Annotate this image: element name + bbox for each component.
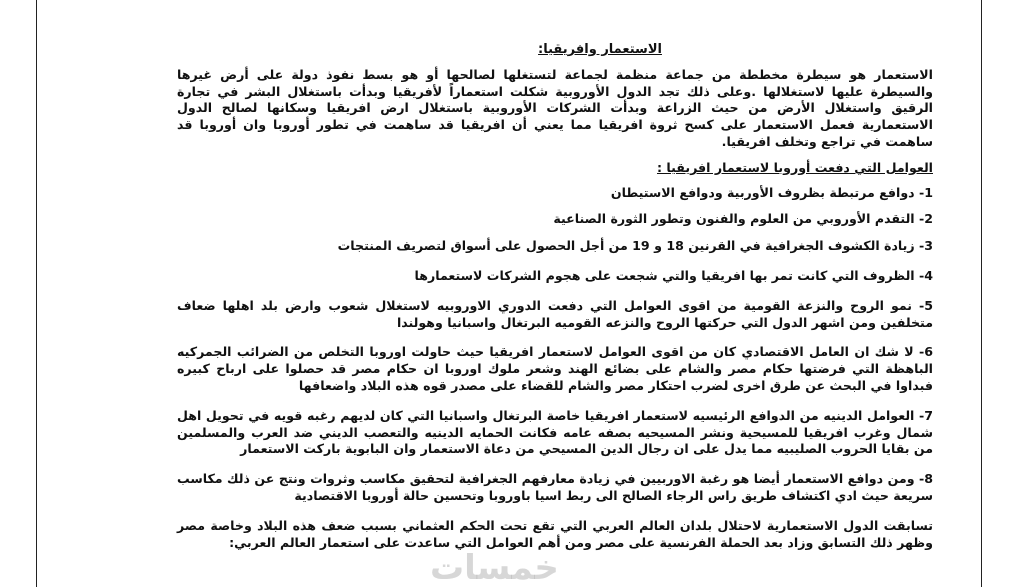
factor-item: 1- دوافع مرتبطة بظروف الأوربية ودوافع الاستيطان <box>610 184 933 200</box>
document-content <box>177 42 933 560</box>
intro-paragraph: الاستعمار هو سيطرة مخططة من جماعة منظمة لجماعة لتستغلها لصالحها أو هو بسط نفوذ دولة على أرض غيرها والسيطرة عليها لاستغلالها .وعلى ذلك تجد الدول الأوروبية شكلت استعماراً لأفريقيا وبدأت باستغلال البشر في تجارة الرقيق واستغلال الأرض من حيث الزراعة وبدأت الشركات الأوروبية باستغلال ارض افريقيا وسكانها لصالح الدول الاستعمارية فعمل الاستعمار على كسح ثروة افريقيا مما يعني أن افريقيا قد ساهمت في تطور أوروبا وان أوروبا قد ساهمت في تراجع وتخلف افريقيا. <box>177 66 933 149</box>
factor-item: 2- التقدم الأوروبي من العلوم والفنون وتطور الثورة الصناعية <box>553 211 933 227</box>
watermark-logo: خمسات <box>430 548 559 588</box>
factor-item: 8- ومن دوافع الاستعمار أيضا هو رغبة الاوربيين في زيادة معارفهم الجغرافية لتحقيق مكاسب وثروات ونتج عن ذلك مكاسب سريعة حيث ادي اكتشاف طريق راس الرجاء الصالح الى ربط اسيا باوروبا وتحسين حالة أوروبا الاقتصادية <box>177 471 933 503</box>
factor-item: 7- العوامل الدينيه من الدوافع الرئيسيه لاستعمار افريقيا خاصة البرتغال واسبانيا التي كان لديهم رغبه قويه في تحويل اهل شمال وغرب افريقيا للمسيحية ونشر المسيحيه بصفه عامه فكانت الحمايه الدينيه والتعصب الديني ضد العرب والمسلمين من بقايا الحروب الصليبيه مما يدل على ان رجال الدين المسيحي من دعاة الاستعمار وان البابوية باركت الاستعمار <box>177 407 933 457</box>
closing-paragraph: تسابقت الدول الاستعمارية لاحتلال بلدان العالم العربي التي تقع تحت الحكم العثماني بسبب ضعف هذه البلاد وخاصة مصر وظهر ذلك التسابق وزاد بعد الحملة الفرنسية على مصر ومن أهم العوامل التي ساعدت على استعمار العالم العربي: <box>177 517 933 550</box>
factor-item: 5- نمو الروح والنزعة القومية من اقوى العوامل التي دفعت الدوري الاوروبيه لاستغلال شعوب وارض بلد اهلها ضعاف متخلفين ومن اشهر الدول التي حركتها الروح والنزعه القوميه البرتغال واسبانيا وهولندا <box>177 297 933 330</box>
factors-heading: العوامل التي دفعت أوروبا لاستعمار افريقيا : <box>657 159 933 175</box>
factor-item: 4- الظروف التي كانت تمر بها افريقيا والتي شجعت على هجوم الشركات لاستعمارها <box>414 267 933 283</box>
document-title: الاستعمار وافريقيا: <box>538 42 662 57</box>
factor-item: 3- زيادة الكشوف الجغرافية في القرنين 18 و 19 من أجل الحصول على أسواق لتصريف المنتجات <box>337 238 933 254</box>
factor-item: 6- لا شك ان العامل الاقتصادي كان من اقوى العوامل لاستعمار افريقيا حيث حاولت اوروبا التخلص من الضرائب الجمركيه الباهظة التي فرضتها حكام مصر والشام على بضائع الهند وشعر ملوك اوروبا ان حكام مصر قد حصلوا على ارباح كبيره فبداوا في البحث عن طرق اخرى لضرب احتكار مصر والشام للقضاء على مصدر قوه هذه البلاد واضعافها <box>177 344 933 393</box>
document-page <box>36 0 982 587</box>
